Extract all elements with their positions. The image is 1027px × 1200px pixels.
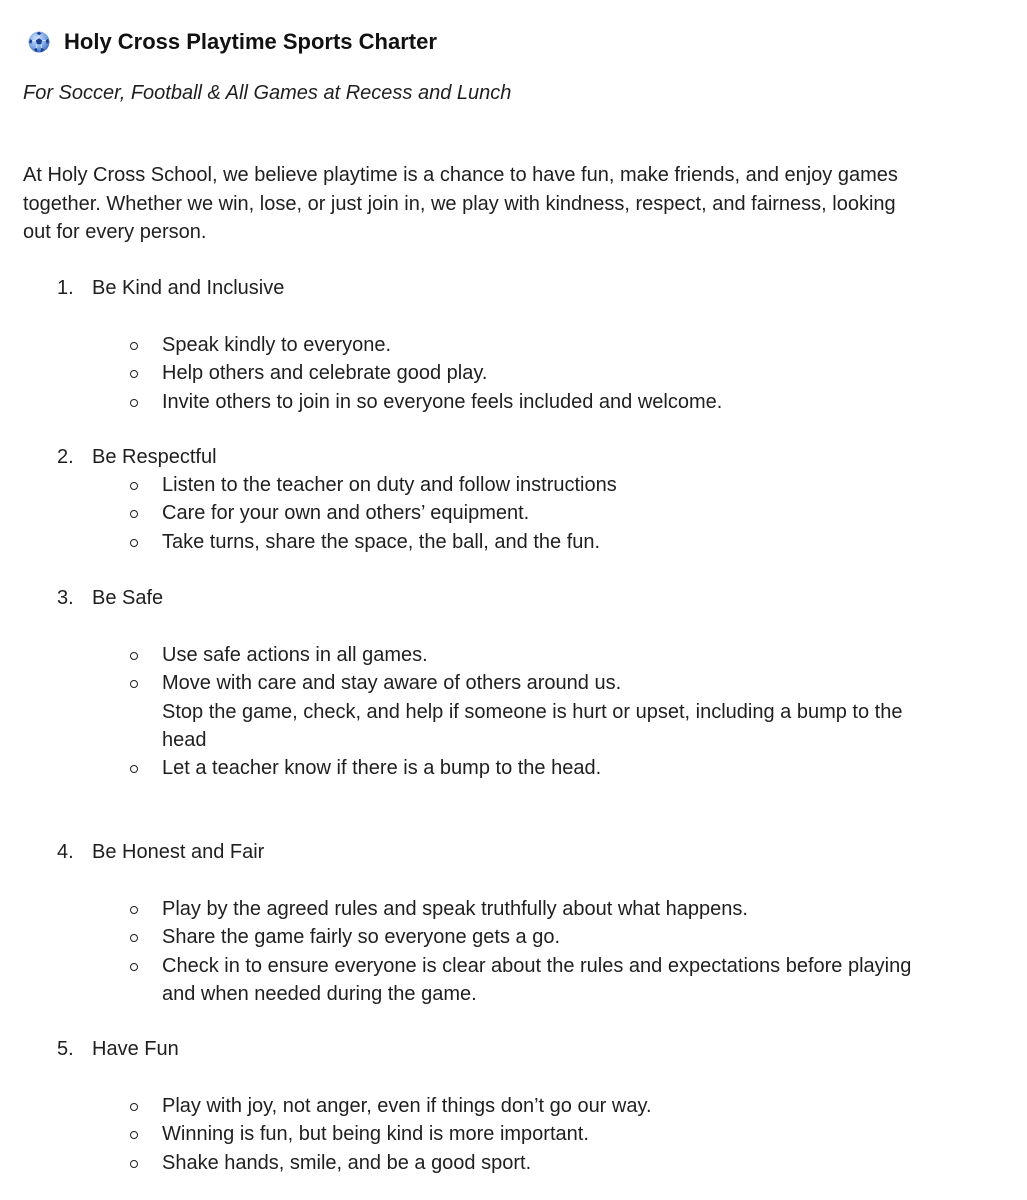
- section-heading: [57, 274, 284, 302]
- list-item: Care for your own and others’ equipment.: [128, 499, 928, 527]
- list-item: Shake hands, smile, and be a good sport.: [128, 1149, 928, 1177]
- list-item: Help others and celebrate good play.: [128, 359, 928, 387]
- list-item: Move with care and stay aware of others around us.: [128, 669, 928, 697]
- list-item: Share the game fairly so everyone gets a go.: [128, 923, 928, 951]
- section-number: 3.: [57, 587, 74, 609]
- section-title: Be Honest and Fair: [92, 841, 265, 863]
- section-title: Have Fun: [92, 1038, 179, 1060]
- list-item-continuation: Stop the game, check, and help if someone is hurt or upset, including a bump to the head: [162, 700, 903, 751]
- section-title: Be Kind and Inclusive: [92, 277, 285, 299]
- bullet-list: [128, 471, 928, 556]
- list-item: Winning is fun, but being kind is more important.: [128, 1120, 928, 1148]
- list-item: Use safe actions in all games.: [128, 641, 928, 669]
- section-title: Be Safe: [92, 587, 164, 609]
- list-item: Play with joy, not anger, even if things don’t go our way.: [128, 1092, 928, 1120]
- document-subtitle: For Soccer, Football & All Games at Recess and Lunch: [23, 82, 512, 104]
- list-item: Speak kindly to everyone.: [128, 331, 928, 359]
- section-number: 4.: [57, 841, 74, 863]
- list-item: Check in to ensure everyone is clear about the rules and expectations before playing and when needed during the game.: [128, 952, 928, 1009]
- list-item: Play by the agreed rules and speak truthfully about what happens.: [128, 895, 928, 923]
- section-number: 1.: [57, 277, 74, 299]
- document-title: Holy Cross Playtime Sports Charter: [64, 29, 437, 54]
- section-heading: [57, 443, 217, 471]
- bullet-list: [128, 331, 928, 416]
- bullet-list: [128, 641, 928, 782]
- section-title: Be Respectful: [92, 446, 217, 468]
- bullet-list: [128, 1092, 928, 1177]
- list-item: Let a teacher know if there is a bump to the head.: [128, 754, 928, 782]
- section-heading: [57, 1035, 179, 1063]
- soccer-ball-icon: [28, 31, 50, 53]
- section-number: 5.: [57, 1038, 74, 1060]
- section-heading: [57, 584, 163, 612]
- section-number: 2.: [57, 446, 74, 468]
- section-heading: [57, 838, 264, 866]
- intro-paragraph: At Holy Cross School, we believe playtime is a chance to have fun, make friends, and enjoy games together. Whether we win, lose, or just join in, we play with kindness, respect, and fairness, looking out for every person.: [23, 164, 898, 243]
- list-item: Take turns, share the space, the ball, and the fun.: [128, 528, 928, 556]
- bullet-list: [128, 895, 928, 1008]
- title-row: [28, 28, 437, 56]
- list-item: Listen to the teacher on duty and follow instructions: [128, 471, 928, 499]
- list-item: Invite others to join in so everyone feels included and welcome.: [128, 388, 928, 416]
